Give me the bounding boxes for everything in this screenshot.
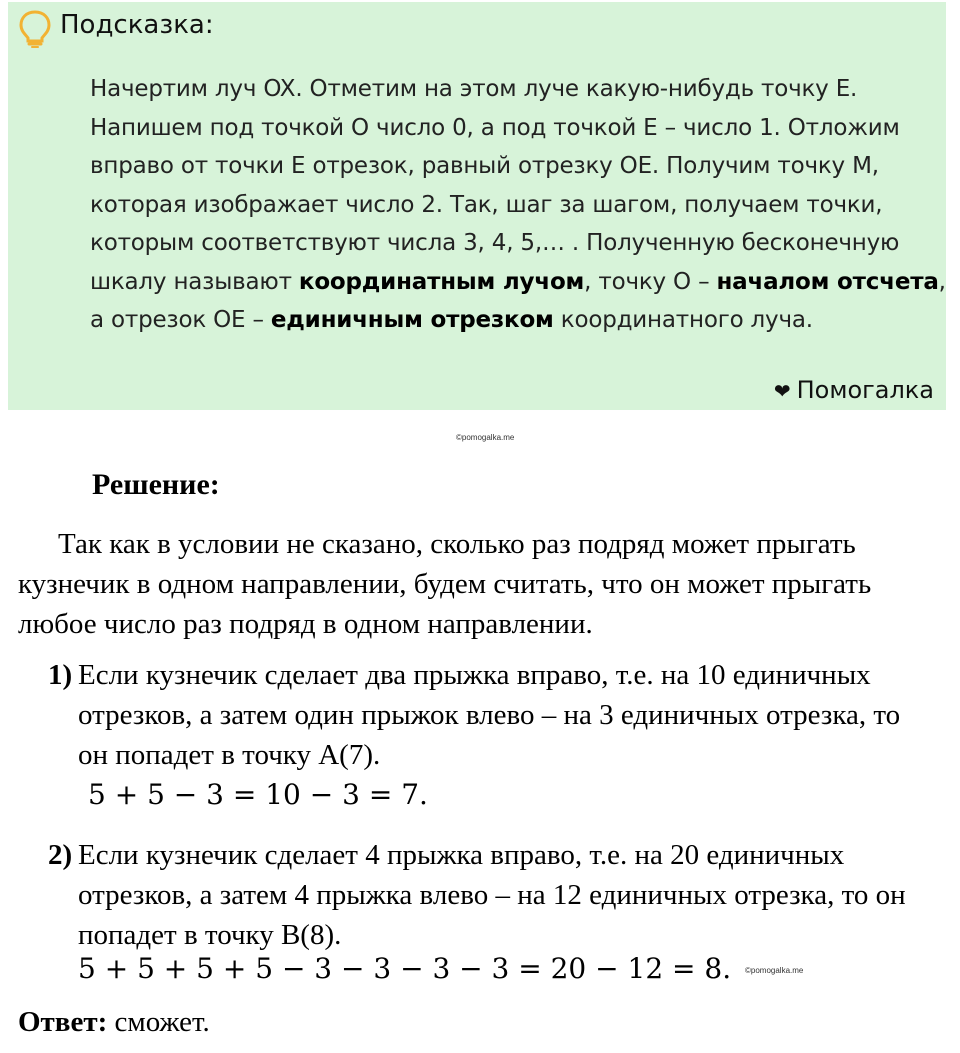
hint-term-bold: началом отсчета — [716, 268, 939, 295]
hint-text — [90, 70, 950, 340]
item-number: 2) — [48, 839, 73, 871]
lightbulb-icon — [18, 10, 52, 48]
answer-value: сможет. — [107, 1006, 210, 1038]
brand-text: Помогалка — [796, 376, 934, 404]
heart-icon: ❤ — [773, 379, 791, 403]
watermark: ©pomogalka.me — [745, 966, 804, 975]
answer-label: Ответ: — [18, 1006, 108, 1038]
brand-label — [774, 376, 934, 404]
item-number: 1) — [48, 659, 73, 691]
hint-box — [8, 2, 946, 410]
hint-term-bold: единичным отрезком — [270, 307, 554, 333]
hint-text-segment: координатного луча. — [553, 307, 813, 333]
solution-heading: Решение: — [92, 468, 220, 501]
solution-item — [48, 835, 928, 955]
item-formula: 5 + 5 + 5 + 5 − 3 − 3 − 3 − 3 = 20 − 12 = 8. — [78, 952, 732, 985]
hint-title: Подсказка: — [60, 10, 214, 40]
hint-text-segment: , а отрезок OE – — [90, 268, 946, 333]
item-text: Если кузнечик сделает 4 прыжка вправо, т.е. на 20 единичных отрезков, а затем 4 прыжка влево – на 12 единичных отрезка, то он попадет в точку B(8). — [78, 839, 906, 951]
watermark: ©pomogalka.me — [456, 433, 515, 442]
solution-intro — [18, 524, 948, 644]
solution-intro-text: Так как в условии не сказано, сколько раз подряд может прыгать кузнечик в одном направлении, будем считать, что он может прыгать любое число раз подряд в одном направлении. — [18, 528, 872, 640]
hint-text-segment: , точку O – — [584, 268, 717, 295]
item-formula: 5 + 5 − 3 = 10 − 3 = 7. — [88, 778, 428, 811]
answer — [18, 1006, 210, 1039]
hint-text-segment: Начертим луч OX. Отметим на этом луче какую-нибудь точку E. Напишем под точкой O число 0, а под точкой E – число 1. Отложим вправо от точки E отрезок, равный отрезку OE. Получим точку M, которая изображает число 2. Так, шаг за шагом, получаем точки, которым соответствуют числа 3, 4, 5,… . Полученную бесконечную шкалу называют — [90, 76, 900, 295]
solution-item — [48, 655, 928, 775]
hint-term-bold: координатным лучом — [298, 268, 585, 295]
item-text: Если кузнечик сделает два прыжка вправо, т.е. на 10 единичных отрезков, а затем один прыжок влево – на 3 единичных отрезка, то он попадет в точку A(7). — [78, 659, 901, 771]
